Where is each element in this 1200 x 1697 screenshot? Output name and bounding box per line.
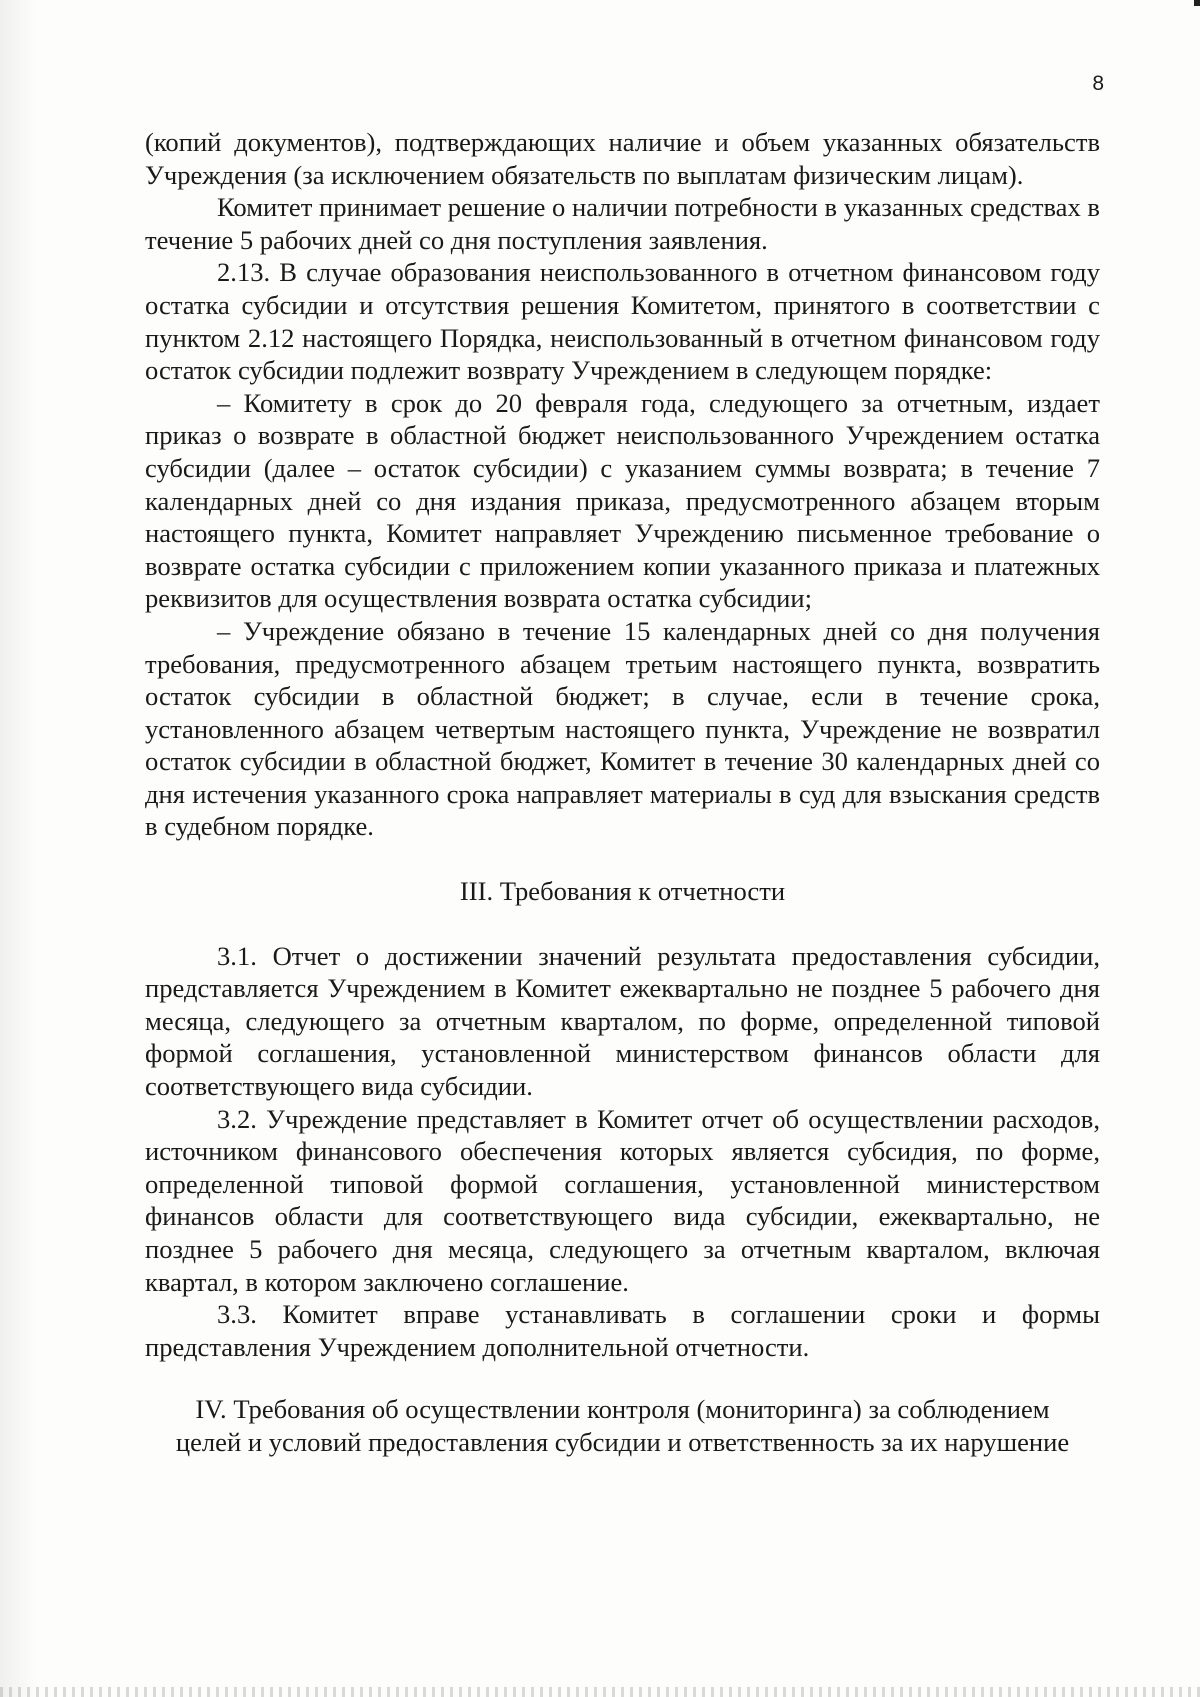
document-body <box>145 126 1100 1459</box>
section-4-heading <box>145 1393 1100 1458</box>
paragraph-2-13: 2.13. В случае образования неиспользованного в отчетном финансовом году остатка субсидии и отсутствия решения Комитетом, принятого в соответствии с пунктом 2.12 настоящего Порядка, неиспользованный в отчетном финансовом году остаток субсидии подлежит возврату Учреждением в следующем порядке: <box>145 257 1100 386</box>
section-4-heading-line-1: IV. Требования об осуществлении контроля (мониторинга) за соблюдением <box>195 1394 1050 1425</box>
paragraph-committee-decision: Комитет принимает решение о наличии потребности в указанных средствах в течение 5 рабочих дней со дня поступления заявления. <box>145 192 1100 255</box>
paragraph-3-2: 3.2. Учреждение представляет в Комитет отчет об осуществлении расходов, источником финансового обеспечения которых является субсидия, по форме, определенной типовой формой соглашения, установленной министерством финансов области для соответствующего вида субсидии, ежеквартально, не позднее 5 рабочего дня месяца, следующего за отчетным кварталом, включая квартал, в котором заключено соглашение. <box>145 1103 1100 1297</box>
scan-corner-mark <box>1194 0 1200 6</box>
paragraph-3-3: 3.3. Комитет вправе устанавливать в соглашении сроки и формы представления Учреждением дополнительной отчетности. <box>145 1299 1100 1362</box>
paragraph-continuation: (копий документов), подтверждающих наличие и объем указанных обязательств Учреждения (за исключением обязательств по выплатам физическим лицам). <box>145 127 1100 190</box>
page-number: 8 <box>1092 72 1104 95</box>
section-4-heading-line-2: целей и условий предоставления субсидии и ответственность за их нарушение <box>175 1426 1070 1457</box>
scan-edge-bottom <box>0 1687 1200 1697</box>
scan-edge-left <box>0 0 38 1697</box>
paragraph-list-item-institution: – Учреждение обязано в течение 15 календарных дней со дня получения требования, предусмотренного абзацем третьим настоящего пункта, возвратить остаток субсидии в областной бюджет; в случае, если в течение срока, установленного абзацем четвертым настоящего пункта, Учреждение не возвратил остаток субсидии в областной бюджет, Комитет в течение 30 календарных дней со дня истечения указанного срока направляет материалы в суд для взыскания средств в судебном порядке. <box>145 615 1100 842</box>
paragraph-list-item-committee: – Комитету в срок до 20 февраля года, следующего за отчетным, издает приказ о возврате в областной бюджет неиспользованного Учреждением остатка субсидии (далее – остаток субсидии) с указанием суммы возврата; в течение 7 календарных дней со дня издания приказа, предусмотренного абзацем вторым настоящего пункта, Комитет направляет Учреждению письменное требование о возврате остатка субсидии с приложением копии указанного приказа и платежных реквизитов для осуществления возврата остатка субсидии; <box>145 387 1100 614</box>
section-3-heading: III. Требования к отчетности <box>459 876 786 907</box>
paragraph-3-1: 3.1. Отчет о достижении значений результата предоставления субсидии, представляется Учреждением в Комитет ежеквартально не позднее 5 рабочего дня месяца, следующего за отчетным кварталом, по форме, определенной типовой формой соглашения, установленной министерством финансов области для соответствующего вида субсидии. <box>145 940 1100 1102</box>
